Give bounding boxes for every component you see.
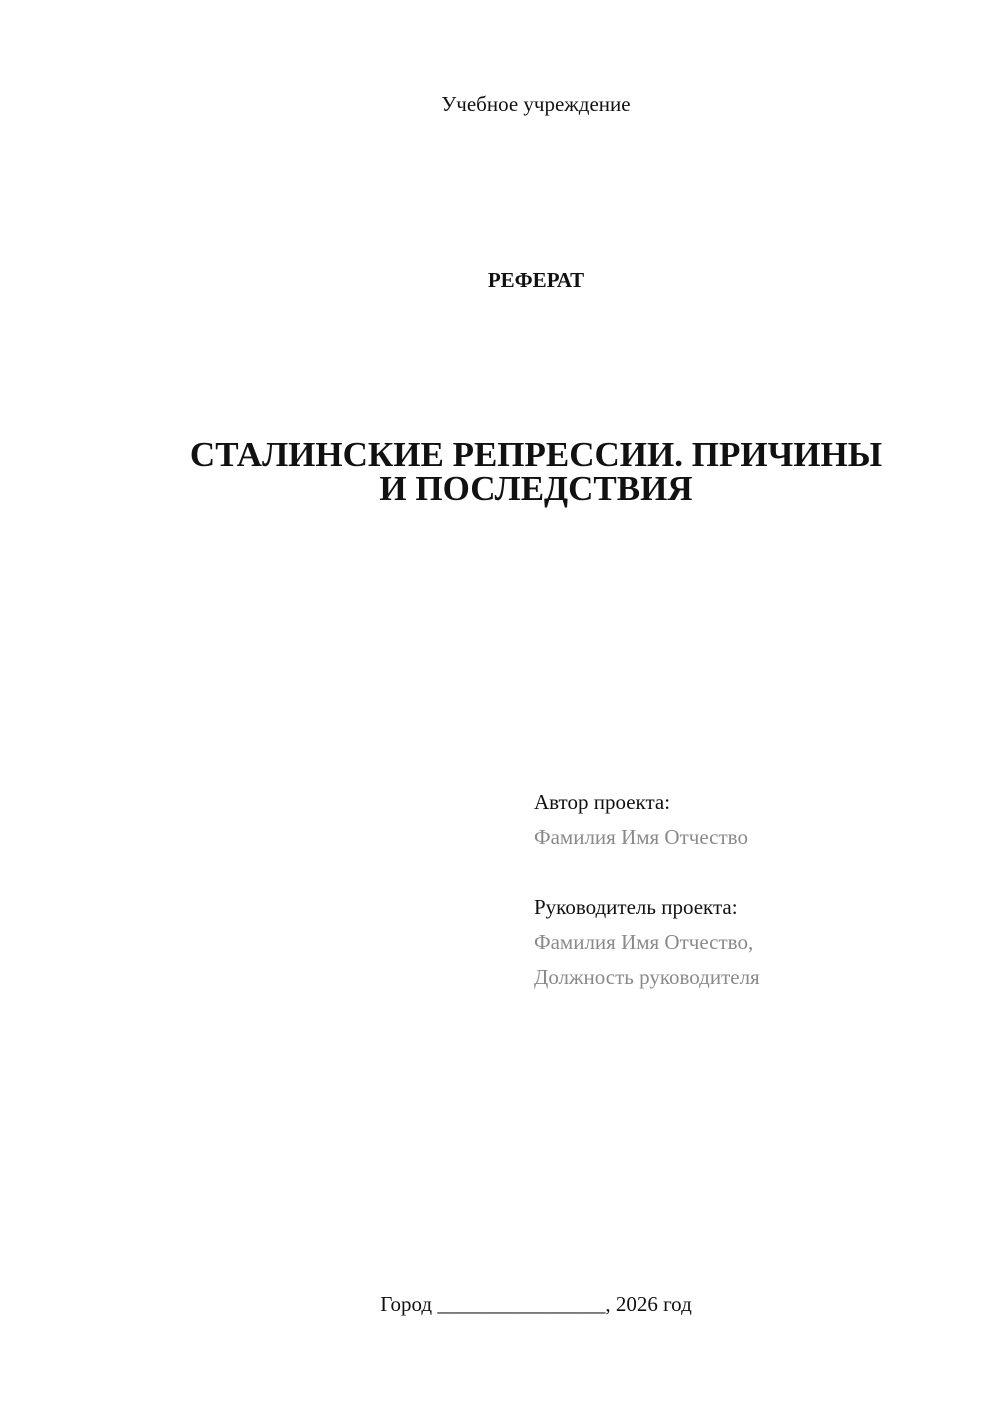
title-line-2: И ПОСЛЕДСТВИЯ	[379, 469, 693, 508]
author-name: Фамилия Имя Отчество	[534, 825, 748, 849]
title-line-1: СТАЛИНСКИЕ РЕПРЕССИИ. ПРИЧИНЫ	[189, 435, 883, 474]
institution-name: Учебное учреждение	[441, 92, 631, 116]
document-type: РЕФЕРАТ	[487, 268, 585, 292]
supervisor-label: Руководитель проекта:	[534, 895, 738, 919]
document-title	[0, 435, 1000, 508]
city-year-line: Город ________________, 2026 год	[380, 1292, 692, 1316]
supervisor-block	[534, 895, 760, 1000]
author-block	[534, 790, 748, 860]
supervisor-name: Фамилия Имя Отчество,	[534, 930, 754, 954]
supervisor-position: Должность руководителя	[534, 965, 760, 989]
author-label: Автор проекта:	[534, 790, 671, 814]
